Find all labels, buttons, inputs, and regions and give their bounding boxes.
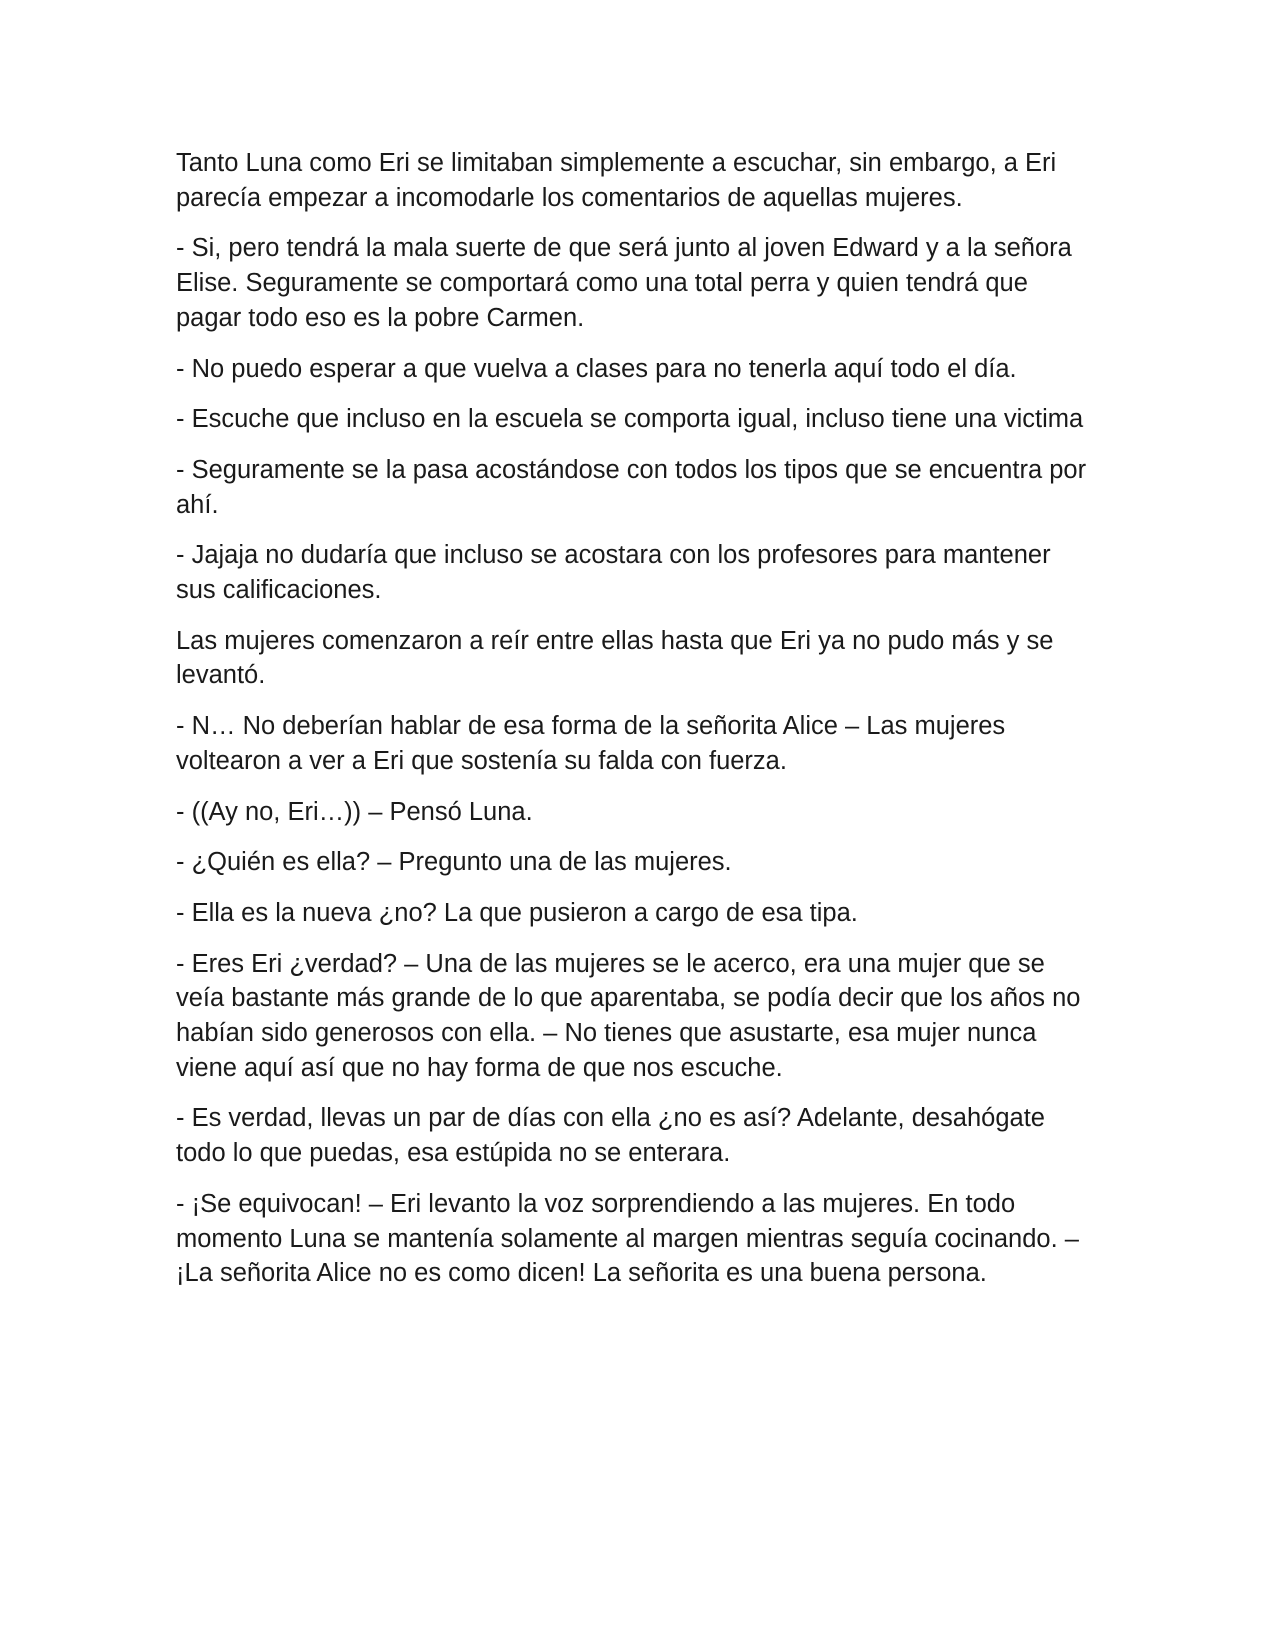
paragraph: - Jajaja no dudaría que incluso se acostara con los profesores para mantener sus calificaciones.	[176, 541, 1051, 605]
paragraph: - ((Ay no, Eri…)) – Pensó Luna.	[176, 797, 533, 826]
paragraph: - ¡Se equivocan! – Eri levanto la voz sorprendiendo a las mujeres. En todo momento Luna se mantenía solamente al margen mientras seguía cocinando. – ¡La señorita Alice no es como dicen! La señorita es una buena persona.	[176, 1189, 1079, 1288]
paragraph: - N… No deberían hablar de esa forma de la señorita Alice – Las mujeres voltearon a ver a Eri que sostenía su falda con fuerza.	[176, 712, 1006, 775]
paragraph: - Escuche que incluso en la escuela se comporta igual, incluso tiene una victima	[176, 405, 1084, 434]
paragraph: - Si, pero tendrá la mala suerte de que será junto al joven Edward y a la señora Elise. Seguramente se comportará como una total perra y quien tendrá que pagar todo eso es la pobre Carmen.	[176, 234, 1072, 332]
paragraph: - Es verdad, llevas un par de días con ella ¿no es así? Adelante, desahógate todo lo que puedas, esa estúpida no se enterara.	[176, 1104, 1045, 1168]
document-text-body	[176, 146, 1096, 1307]
paragraph: Tanto Luna como Eri se limitaban simplemente a escuchar, sin embargo, a Eri parecía empezar a incomodarle los comentarios de aquellas mujeres.	[176, 149, 1057, 212]
paragraph: - Seguramente se la pasa acostándose con todos los tipos que se encuentra por ahí.	[176, 455, 1087, 519]
paragraph: Las mujeres comenzaron a reír entre ellas hasta que Eri ya no pudo más y se levantó.	[176, 626, 1054, 690]
paragraph: - No puedo esperar a que vuelva a clases para no tenerla aquí todo el día.	[176, 354, 1017, 383]
paragraph: - Ella es la nueva ¿no? La que pusieron a cargo de esa tipa.	[176, 898, 858, 927]
paragraph: - Eres Eri ¿verdad? – Una de las mujeres se le acerco, era una mujer que se veía bastante más grande de lo que aparentaba, se podía decir que los años no habían sido generosos con ella. – No tienes que asustarte, esa mujer nunca viene aquí así que no hay forma de que nos escuche.	[176, 949, 1081, 1082]
paragraph: - ¿Quién es ella? – Pregunto una de las mujeres.	[176, 848, 732, 877]
